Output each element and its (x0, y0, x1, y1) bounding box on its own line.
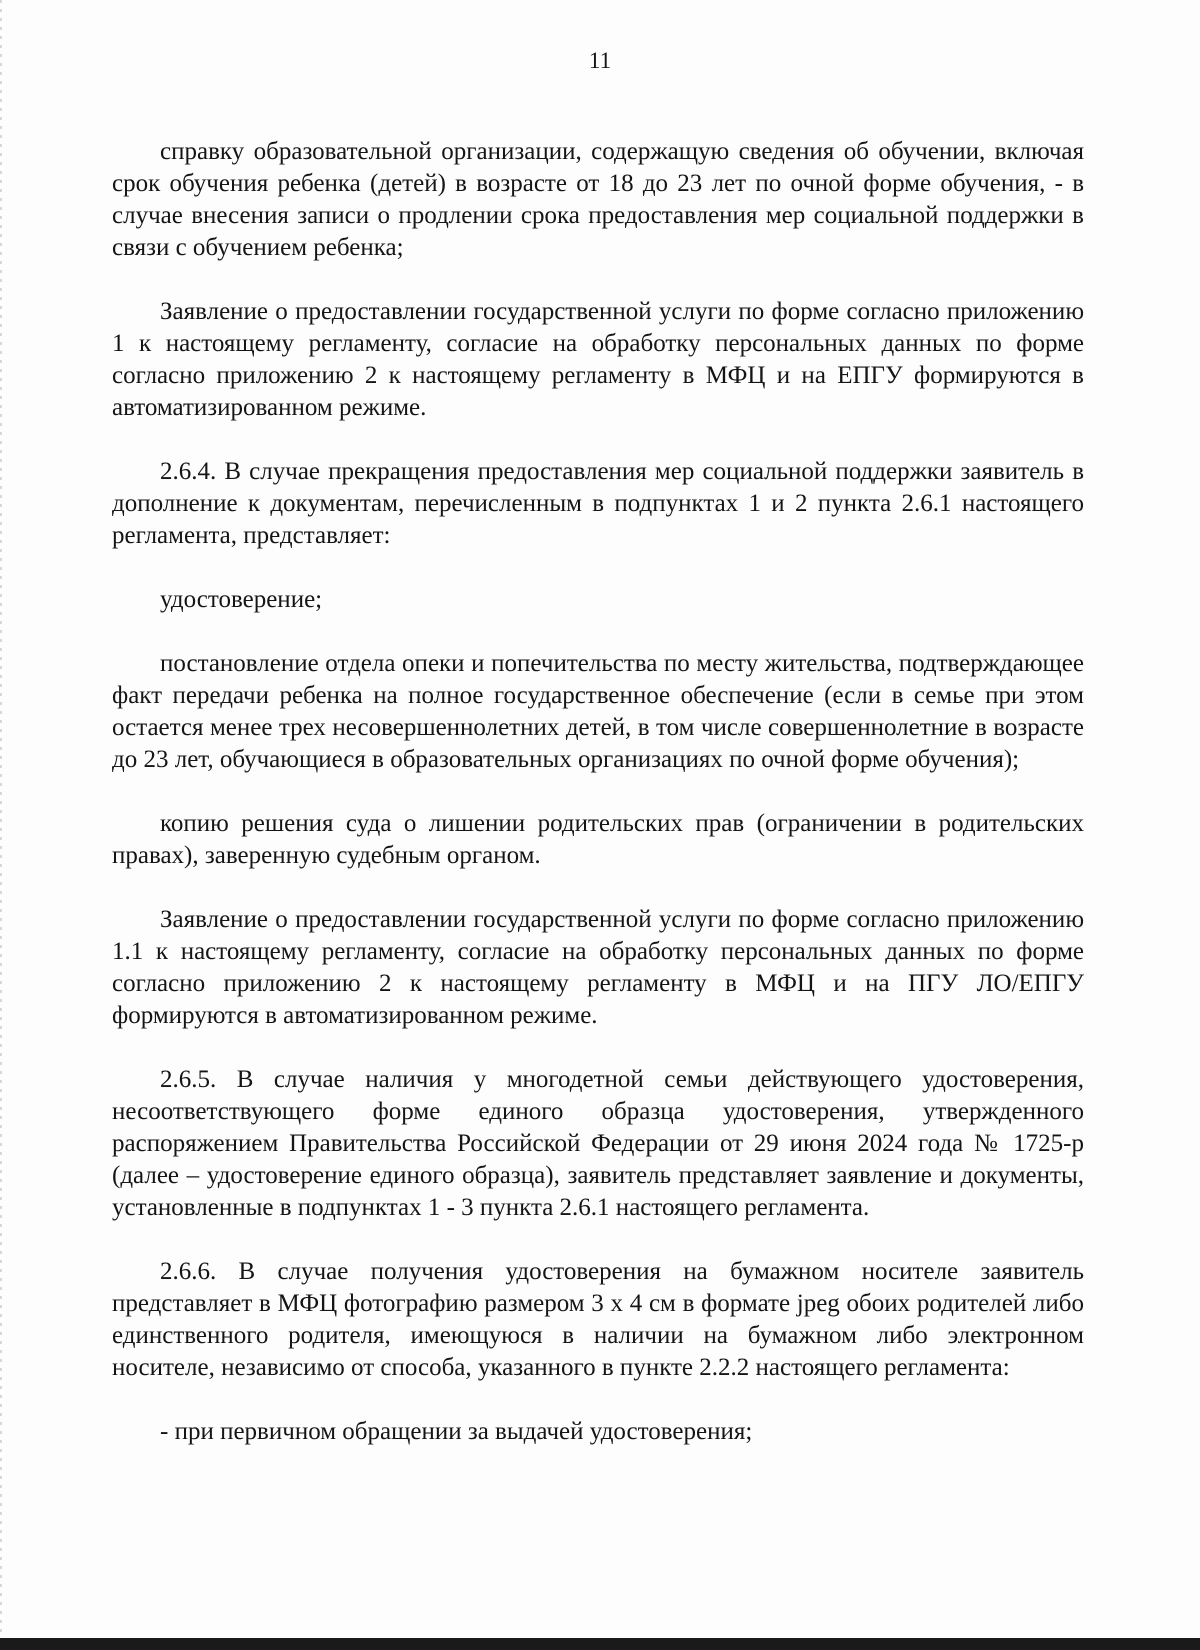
paragraph-2-6-4: 2.6.4. В случае прекращения предоставления мер социальной поддержки заявитель в дополнение к документам, перечисленным в подпунктах 1 и 2 пункта 2.6.1 настоящего регламента, представляет: (112, 458, 1084, 549)
paragraph-court-decision: копию решения суда о лишении родительских прав (ограничении в родительских правах), заверенную судебным органом. (112, 810, 1084, 869)
page-number: 11 (588, 48, 612, 73)
paragraph-education-certificate: справку образовательной организации, содержащую сведения об обучении, включая срок обучения ребенка (детей) в возрасте от 18 до 23 лет по очной форме обучения, - в случае внесения записи о продлении срока предоставления мер социальной поддержки в связи с обучением ребенка; (112, 138, 1084, 261)
paragraph-2-6-5: 2.6.5. В случае наличия у многодетной семьи действующего удостоверения, несоответствующего форме единого образца удостоверения, утвержденного распоряжением Правительства Российской Федерации от 29 июня 2024 года № 1725-р (далее – удостоверение единого образца), заявитель представляет заявление и документы, установленные в подпунктах 1 - 3 пункта 2.6.1 настоящего регламента. (112, 1066, 1084, 1221)
scan-bottom-border (0, 1638, 1200, 1650)
document-body (112, 136, 1084, 1448)
paragraph-2-6-6: 2.6.6. В случае получения удостоверения на бумажном носителе заявитель представляет в МФЦ фотографию размером 3 х 4 см в формате jpeg обоих родителей либо единственного родителя, имеющуюся в наличии на бумажном либо электронном носителе, независимо от способа, указанного в пункте 2.2.2 настоящего регламента: (112, 1258, 1084, 1381)
scan-edge-artifact (0, 0, 2, 1650)
paragraph-application-form-1-1: Заявление о предоставлении государственной услуги по форме согласно приложению 1.1 к настоящему регламенту, согласие на обработку персональных данных по форме согласно приложению 2 к настоящему регламенту в МФЦ и на ПГУ ЛО/ЕПГУ формируются в автоматизированном режиме. (112, 906, 1084, 1029)
paragraph-certificate-item: удостоверение; (160, 586, 323, 613)
paragraph-guardianship-decree: постановление отдела опеки и попечительства по месту жительства, подтверждающее факт передачи ребенка на полное государственное обеспечение (если в семье при этом остается менее трех несовершеннолетних детей, в том числе совершеннолетние в возрасте до 23 лет, обучающиеся в образовательных организациях по очной форме обучения); (112, 650, 1084, 773)
paragraph-first-request: - при первичном обращении за выдачей удостоверения; (160, 1418, 753, 1445)
paragraph-application-form-1: Заявление о предоставлении государственной услуги по форме согласно приложению 1 к настоящему регламенту, согласие на обработку персональных данных по форме согласно приложению 2 к настоящему регламенту в МФЦ и на ЕПГУ формируются в автоматизированном режиме. (112, 298, 1084, 421)
